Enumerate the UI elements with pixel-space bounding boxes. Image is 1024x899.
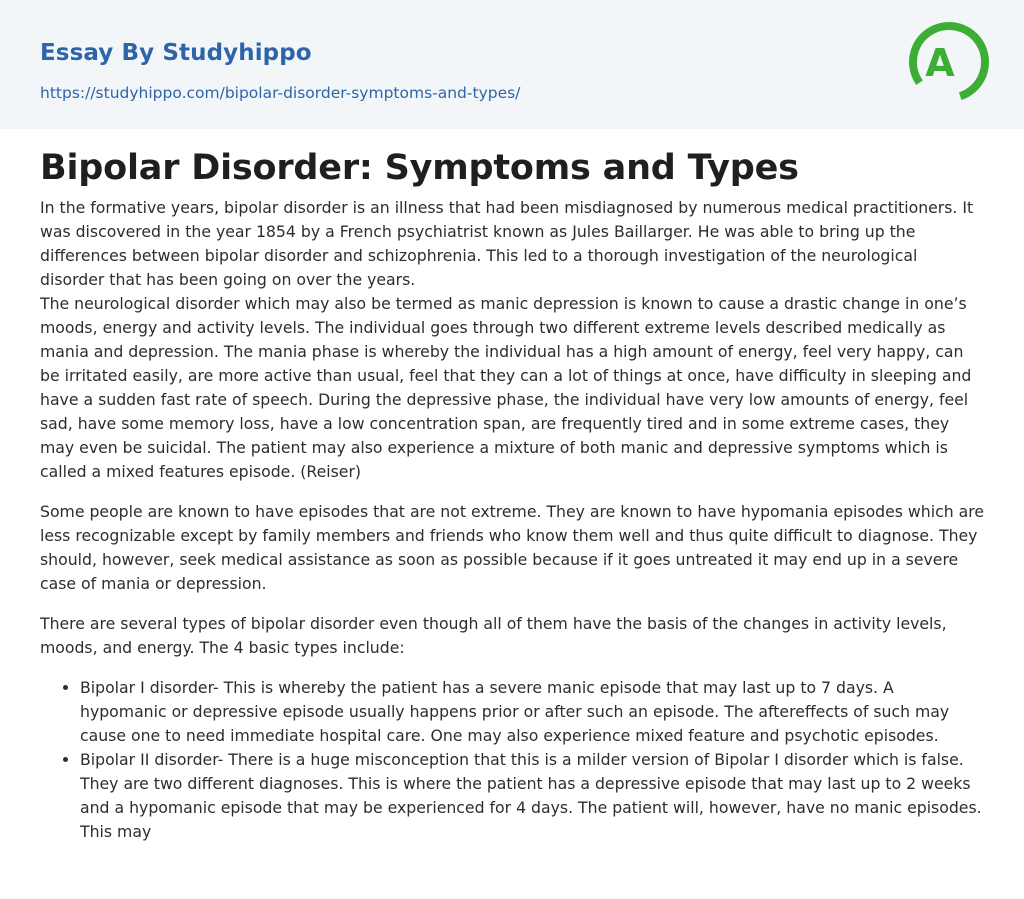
paragraph: In the formative years, bipolar disorder is an illness that had been misdiagnosed by numerous medical practitioners. It was discovered in the year 1854 by a French psychiatrist known as Jules Baillarger. He was able to bring up the differences between bipolar disorder and schizophrenia. This led to a thorough investigation of the neurological disorder that has been going on over the years.	[40, 198, 974, 289]
source-url-link[interactable]: https://studyhippo.com/bipolar-disorder-symptoms-and-types/	[40, 84, 521, 102]
list-item: • Bipolar II disorder- There is a huge misconception that this is a milder version of Bipolar I disorder which is false. They are two different diagnoses. This is where the patient has a depressive episode that may last up to 2 weeks and a hypomanic episode that may be experienced for 4 days. The patient will, however, have no manic episodes. This may	[80, 748, 984, 844]
site-header	[0, 0, 1024, 129]
paragraph: Some people are known to have episodes that are not extreme. They are known to have hypomania episodes which are less recognizable except by family members and friends who know them well and thus quite difficult to diagnose. They should, however, seek medical assistance as soon as possible because if it goes untreated it may end up in a severe case of mania or depression.	[40, 502, 984, 593]
logo-letter: A	[925, 41, 955, 85]
paragraph: There are several types of bipolar disorder even though all of them have the basis of the changes in activity levels, moods, and energy. The 4 basic types include:	[40, 614, 947, 657]
brand-title[interactable]: Essay By Studyhippo	[40, 40, 312, 66]
list-item: • Bipolar I disorder- This is whereby the patient has a severe manic episode that may last up to 7 days. A hypomanic or depressive episode usually happens prior or after such an episode. The aftereffects of such may cause one to need immediate hospital care. One may also experience mixed feature and psychotic episodes.	[80, 676, 984, 748]
paragraph: The neurological disorder which may also be termed as manic depression is known to cause a drastic change in one’s moods, energy and activity levels. The individual goes through two different extreme levels described medically as mania and depression. The mania phase is whereby the individual has a high amount of energy, feel very happy, can be irritated easily, are more active than usual, feel that they can a lot of things at once, have difficulty in sleeping and have a sudden fast rate of speech. During the depressive phase, the individual have very low amounts of energy, feel sad, have some memory loss, have a low concentration span, are frequently tired and in some extreme cases, they may even be suicidal. The patient may also experience a mixture of both manic and depressive symptoms which is called a mixed features episode. (Reiser)	[40, 294, 972, 481]
types-list	[40, 676, 984, 844]
studyhippo-logo-icon[interactable]	[908, 17, 990, 107]
page-title: Bipolar Disorder: Symptoms and Types	[40, 148, 799, 188]
article	[0, 129, 1024, 844]
